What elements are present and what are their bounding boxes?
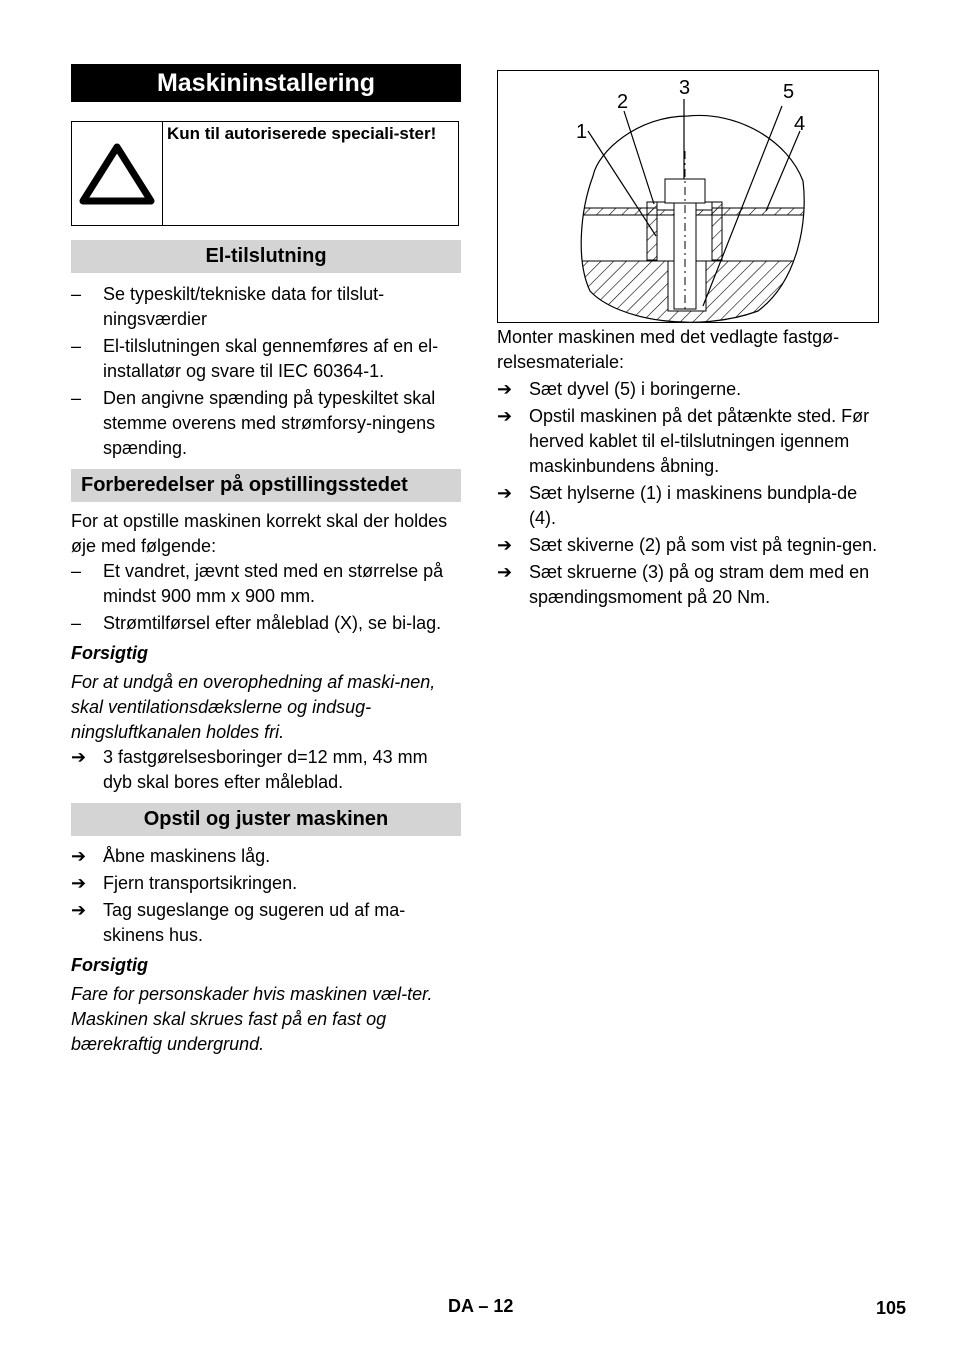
page-title: Maskininstallering	[71, 64, 461, 102]
section-heading-el: El-tilslutning	[71, 240, 461, 273]
page-number: 105	[876, 1298, 907, 1318]
section-heading-setup: Opstil og juster maskinen	[71, 803, 461, 836]
list-item: – Se typeskilt/tekniske data for tilslut-ningsværdier	[71, 284, 385, 329]
arrow-right-icon: ➔	[497, 483, 513, 503]
step-item: ➔ Sæt skiverne (2) på som vist på tegnin-gen.	[497, 533, 889, 558]
right-column	[497, 70, 889, 610]
step-item: ➔ Sæt hylserne (1) i maskinens bundpla-de (4).	[497, 483, 858, 528]
step-item: ➔ Sæt dyvel (5) i boringerne.	[497, 377, 889, 402]
caution-label: Forsigtig	[71, 643, 148, 663]
callout-label-2: 2	[617, 91, 629, 113]
dash-marker: –	[71, 613, 82, 633]
list-item: – Et vandret, jævnt sted med en størrelse på mindst 900 mm x 900 mm.	[71, 561, 444, 606]
arrow-right-icon: ➔	[71, 846, 87, 866]
warning-box	[71, 121, 459, 226]
arrow-right-icon: ➔	[71, 873, 87, 893]
callout-label-3: 3	[679, 77, 691, 99]
step-item: ➔ Opstil maskinen på det påtænkte sted. Før herved kablet til el-tilslutningen igennem maskinbundens åbning.	[497, 406, 870, 476]
arrow-right-icon: ➔	[497, 379, 513, 399]
list-item: – El-tilslutningen skal gennemføres af en el-installatør og svare til IEC 60364-1.	[71, 336, 439, 381]
mount-intro: Monter maskinen med det vedlagte fastgø-relsesmateriale:	[497, 327, 840, 372]
list-item: – Strømtilførsel efter måleblad (X), se bi-lag.	[71, 611, 461, 636]
arrow-right-icon: ➔	[497, 535, 513, 555]
step-item: ➔ Sæt skruerne (3) på og stram dem med en spændingsmoment på 20 Nm.	[497, 562, 870, 607]
dash-marker: –	[71, 388, 82, 408]
el-list	[71, 282, 461, 461]
setup-steps	[71, 844, 461, 948]
warning-triangle-icon	[72, 122, 163, 225]
dash-marker: –	[71, 336, 82, 356]
mounting-diagram	[497, 70, 879, 323]
callout-label-4: 4	[794, 113, 806, 135]
caution-text: For at undgå en overophedning af maski-nen, skal ventilationsdækslerne og indsug-ningsluftkanalen holdes fri.	[71, 672, 436, 742]
footer-section-label: DA – 12	[448, 1296, 514, 1316]
step-item: ➔ Åbne maskinens låg.	[71, 844, 461, 869]
dash-marker: –	[71, 284, 82, 304]
step-item: ➔ Fjern transportsikringen.	[71, 871, 461, 896]
caution-label: Forsigtig	[71, 955, 148, 975]
step-item: ➔ Tag sugeslange og sugeren ud af ma-skinens hus.	[71, 900, 406, 945]
warning-text: Kun til autoriserede speciali-ster!	[167, 124, 437, 143]
step-item: ➔ 3 fastgørelsesboringer d=12 mm, 43 mm dyb skal bores efter måleblad.	[71, 747, 428, 792]
arrow-right-icon: ➔	[497, 406, 513, 426]
prep-intro: For at opstille maskinen korrekt skal der holdes øje med følgende:	[71, 511, 448, 556]
arrow-right-icon: ➔	[497, 562, 513, 582]
caution-text: Fare for personskader hvis maskinen væl-ter. Maskinen skal skrues fast på en fast og bærekraftig undergrund.	[71, 984, 433, 1054]
left-column	[71, 64, 461, 1057]
arrow-right-icon: ➔	[71, 747, 87, 767]
callout-label-5: 5	[783, 81, 795, 103]
callout-label-1: 1	[576, 121, 588, 143]
arrow-right-icon: ➔	[71, 900, 87, 920]
dash-marker: –	[71, 561, 82, 581]
section-heading-prep: Forberedelser på opstillingsstedet	[71, 469, 461, 502]
list-item: – Den angivne spænding på typeskiltet skal stemme overens med strømforsy-ningens spænding.	[71, 388, 436, 458]
